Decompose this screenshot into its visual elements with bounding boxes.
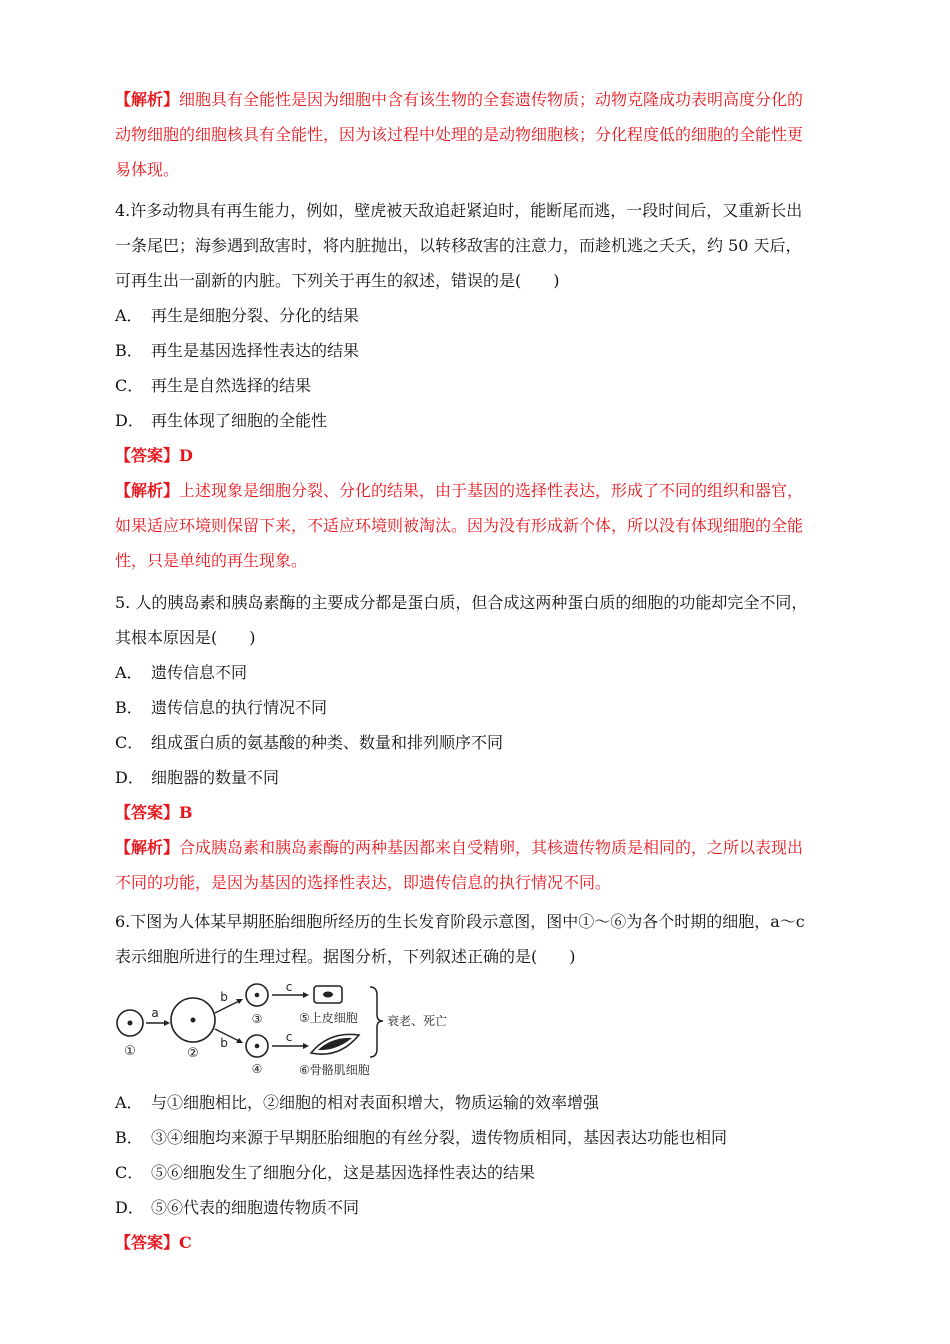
analysis-text: 不同的功能，是因为基因的选择性表达，即遗传信息的执行情况不同。: [115, 873, 612, 892]
option-text: 再生体现了细胞的全能性: [151, 411, 328, 430]
cell-2-label: ②: [187, 1046, 199, 1061]
analysis-text: 细胞具有全能性是因为细胞中含有该生物的全套遗传物质；动物克隆成功表明高度分化的: [179, 90, 804, 109]
option-c: [115, 725, 840, 760]
option-a: [115, 1085, 840, 1120]
analysis-tag: 【解析】: [115, 838, 180, 857]
option-c: [115, 1155, 840, 1190]
option-text: 细胞器的数量不同: [151, 768, 280, 787]
option-d: [115, 403, 840, 438]
option-text: 遗传信息的执行情况不同: [151, 698, 328, 717]
answer-line: [115, 795, 840, 830]
option-a: [115, 298, 840, 333]
option-letter: B．: [115, 1128, 143, 1147]
question-stem: 表示细胞所进行的生理过程。据图分析，下列叙述正确的是( ): [115, 947, 576, 966]
answer-tag: 【答案】: [115, 1233, 180, 1252]
cell-1-label: ①: [124, 1044, 136, 1059]
option-letter: D．: [115, 768, 144, 787]
question-stem: 5. 人的胰岛素和胰岛素酶的主要成分都是蛋白质，但合成这两种蛋白质的细胞的功能却完全不同，: [115, 593, 808, 612]
option-text: 再生是基因选择性表达的结果: [151, 341, 360, 360]
analysis-text: 易体现。: [115, 160, 180, 179]
cell-5-nucleus: [323, 992, 333, 998]
label-a: a: [151, 1006, 159, 1020]
question-6-options: [115, 1085, 840, 1260]
arrow-c-bottom-head: [303, 1043, 309, 1049]
cell-5-label: ⑤上皮细胞: [299, 1011, 358, 1025]
cell-4-label: ④: [251, 1062, 263, 1076]
label-b-top: b: [220, 990, 228, 1004]
question-5: [115, 585, 840, 900]
option-d: [115, 760, 840, 795]
analysis-tag: 【解析】: [115, 481, 180, 500]
analysis-tag: 【解析】: [115, 90, 180, 109]
cell-4-nucleus: [255, 1044, 260, 1049]
option-b: [115, 333, 840, 368]
option-text: ⑤⑥细胞发生了细胞分化，这是基因选择性表达的结果: [151, 1163, 536, 1182]
question-stem: 可再生出一副新的内脏。下列关于再生的叙述，错误的是( ): [115, 271, 560, 290]
option-letter: B．: [115, 341, 143, 360]
option-letter: C．: [115, 733, 144, 752]
analysis-text: 合成胰岛素和胰岛素酶的两种基因都来自受精卵，其核遗传物质是相同的，之所以表现出: [179, 838, 804, 857]
option-d: [115, 1190, 840, 1225]
option-b: [115, 690, 840, 725]
question-stem: 其根本原因是( ): [115, 628, 256, 647]
option-letter: A．: [115, 306, 143, 325]
cell-2-nucleus: [191, 1018, 196, 1023]
fate-label: 衰老、死亡: [387, 1014, 448, 1028]
cell-3-label: ③: [251, 1012, 263, 1026]
analysis-text: 如果适应环境则保留下来，不适应环境则被淘汰。因为没有形成新个体，所以没有体现细胞的全能: [115, 516, 804, 535]
cell-6-label: ⑥骨骼肌细胞: [299, 1063, 370, 1077]
analysis-q4: [115, 473, 840, 578]
answer-tag: 【答案】: [115, 803, 180, 822]
option-letter: C．: [115, 376, 144, 395]
analysis-q3: [115, 82, 840, 187]
cell-1-nucleus: [128, 1021, 133, 1026]
option-letter: A．: [115, 1093, 143, 1112]
question-6: [115, 904, 840, 974]
arrow-a-head: [164, 1020, 170, 1026]
question-4: [115, 193, 840, 578]
option-text: 再生是自然选择的结果: [151, 376, 312, 395]
option-text: 组成蛋白质的氨基酸的种类、数量和排列顺序不同: [151, 733, 504, 752]
option-c: [115, 368, 840, 403]
label-c-top: c: [285, 983, 293, 994]
label-b-bottom: b: [220, 1036, 228, 1050]
question-stem: 4.许多动物具有再生能力，例如，壁虎被天敌追赶紧迫时，能断尾而逃，一段时间后，又重新长出: [115, 201, 803, 220]
cell-development-diagram: [115, 983, 455, 1078]
option-letter: D．: [115, 411, 144, 430]
option-text: 与①细胞相比，②细胞的相对表面积增大，物质运输的效率增强: [151, 1093, 600, 1112]
option-a: [115, 655, 840, 690]
analysis-q5: [115, 830, 840, 900]
answer-line: [115, 1225, 840, 1260]
cell-3-nucleus: [255, 993, 260, 998]
option-letter: B．: [115, 698, 143, 717]
option-text: ⑤⑥代表的细胞遗传物质不同: [151, 1198, 360, 1217]
question-stem: 一条尾巴；海参遇到敌害时，将内脏抛出，以转移敌害的注意力，而趁机逃之夭夭，约 50 天后，: [115, 236, 802, 255]
option-text: 遗传信息不同: [151, 663, 248, 682]
analysis-text: 上述现象是细胞分裂、分化的结果，由于基因的选择性表达，形成了不同的组织和器官，: [179, 481, 804, 500]
arrow-c-top-head: [303, 992, 309, 998]
option-text: ③④细胞均来源于早期胚胎细胞的有丝分裂，遗传物质相同，基因表达功能也相同: [151, 1128, 728, 1147]
question-stem: 6.下图为人体某早期胚胎细胞所经历的生长发育阶段示意图，图中①～⑥为各个时期的细胞，a～c: [115, 912, 805, 931]
answer-line: [115, 438, 840, 473]
option-text: 再生是细胞分裂、分化的结果: [151, 306, 360, 325]
option-letter: D．: [115, 1198, 144, 1217]
brace: [370, 987, 383, 1057]
analysis-text: 性，只是单纯的再生现象。: [115, 551, 308, 570]
answer-value: B: [179, 803, 193, 822]
option-b: [115, 1120, 840, 1155]
answer-value: C: [179, 1233, 192, 1252]
answer-value: D: [179, 446, 193, 465]
label-c-bottom: c: [285, 1030, 293, 1044]
analysis-text: 动物细胞的细胞核具有全能性，因为该过程中处理的是动物细胞核；分化程度低的细胞的全能性更: [115, 125, 804, 144]
answer-tag: 【答案】: [115, 446, 180, 465]
option-letter: A．: [115, 663, 143, 682]
option-letter: C．: [115, 1163, 144, 1182]
